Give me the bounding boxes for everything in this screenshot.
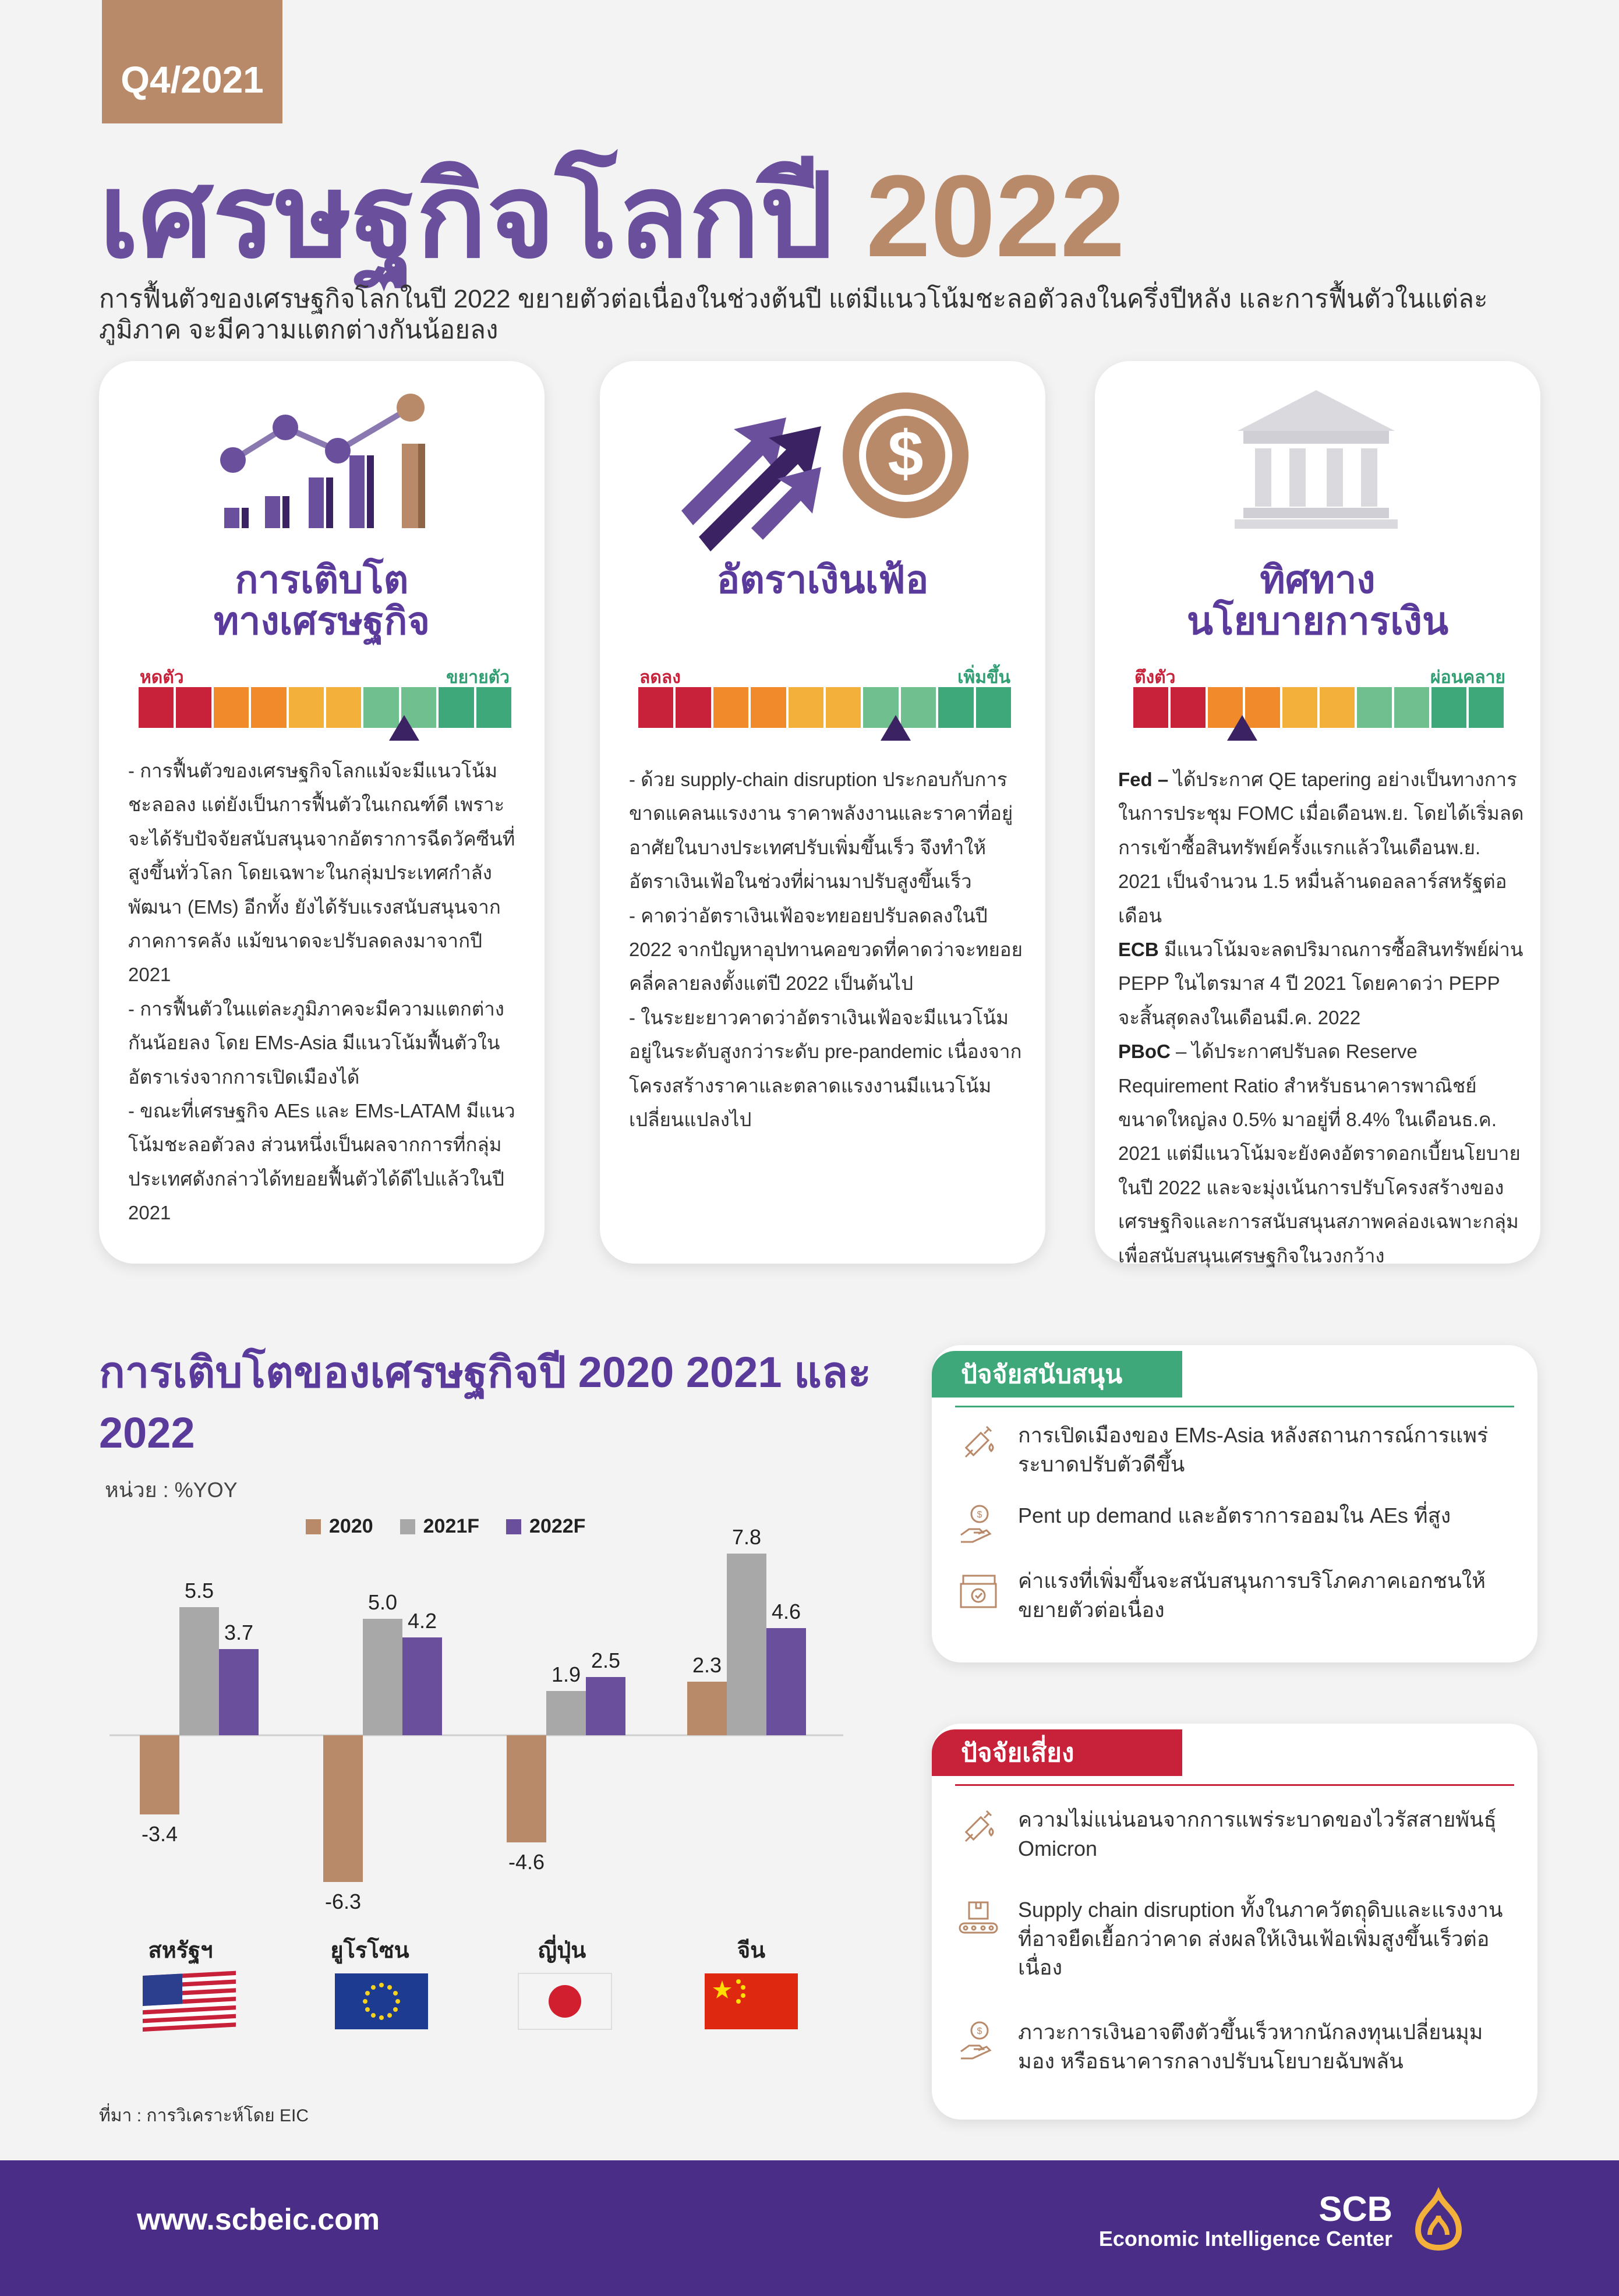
bar-2021f-2 (546, 1691, 586, 1735)
inflation-card (600, 361, 1045, 1264)
inflation-scale (638, 687, 1011, 728)
title-part1: เศรษฐกิจโลกปี (99, 151, 834, 281)
source-note: ที่มา : การวิเคราะห์โดย EIC (99, 2106, 309, 2125)
conveyor-box-icon (955, 1895, 1002, 1942)
vaccine-icon (955, 1805, 1002, 1852)
risk-factors-tag: ปัจจัยเสี่ยง (932, 1729, 1182, 1776)
legend-item-2021f: 2021F (400, 1515, 479, 1538)
scale-label-right: ผ่อนคลาย (1430, 668, 1505, 687)
risk-item-1 (955, 1805, 1514, 1863)
bar-2022f-2 (586, 1677, 625, 1735)
svg-text:$: $ (888, 418, 924, 490)
bar-value-label: 2.5 (591, 1648, 621, 1672)
support-item-3 (955, 1566, 1514, 1624)
growth-card-body: - การฟื้นตัวของเศรษฐกิจโลกแม้จะมีแนวโน้มชะลอลง แต่ยังเป็นการฟื้นตัวในเกณฑ์ดี เพราะจะได้รับปัจจัยสนับสนุนจากอัตราการฉีดวัคซีนที่สูงขึ้นทั่วโลก โดยเฉพาะในกลุ่มประเทศกำลังพัฒนา (EMs) อีกทั้ง ยังได้รับแรงสนับสนุนจากภาคการคลัง แม้ขนาดจะปรับลดลงมาจากปี 2021 - การฟื้นตัวในแต่ละภูมิภาคจะมีความแตกต่างกันน้อยลง โดย EMs-Asia มีแนวโน้มฟื้นตัวในอัตราเร่งจากการเปิดเมืองได้ - ขณะที่เศรษฐกิจ AEs และ EMs-LATAM มีแนวโน้มชะลอตัวลง ส่วนหนึ่งเป็นผลจากการที่กลุ่มประเทศดังกล่าวได้ทยอยฟื้นตัวได้ดีไปแล้วในปี 2021 (128, 760, 515, 1224)
risk-item-3-text: ภาวะการเงินอาจตึงตัวขึ้นเร็วหากนักลงทุนเปลี่ยนมุมมอง หรือธนาคารกลางปรับนโยบายฉับพลัน (1018, 2020, 1483, 2073)
bar-2021f-3 (727, 1554, 766, 1735)
china-flag-icon (705, 1971, 798, 2032)
risk-item-2 (955, 1895, 1514, 1982)
bar-value-label: 3.7 (224, 1621, 254, 1644)
chart-legend (306, 1515, 585, 1538)
bar-value-label: 7.8 (731, 1525, 762, 1549)
monetary-scale (1133, 687, 1504, 728)
cash-check-icon (955, 1566, 1002, 1613)
support-item-1-text: การเปิดเมืองของ EMs-Asia หลังสถานการณ์การแพร่ระบาดปรับตัวดีขึ้น (1018, 1423, 1489, 1476)
growth-scale (139, 687, 511, 728)
bar-2020-2 (507, 1735, 546, 1842)
brand-name: SCB (1318, 2189, 1392, 2228)
hand-coin-icon (955, 2018, 1002, 2064)
page-subtitle: การฟื้นตัวของเศรษฐกิจโลกในปี 2022 ขยายตัวต่อเนื่องในช่วงต้นปี แต่มีแนวโน้มชะลอตัวลงในครึ่งปีหลัง และการฟื้นตัวในแต่ละภูมิภาค จะมีความแตกต่างกันน้อยลง (99, 285, 1488, 344)
bar-value-label: -4.6 (508, 1850, 545, 1874)
eu-flag-icon (335, 1971, 428, 2032)
bar-value-label: 4.2 (407, 1609, 437, 1633)
bank-building-icon (1229, 384, 1404, 530)
scb-logo-icon (1406, 2189, 1470, 2253)
chart-unit: หน่วย : %YOY (105, 1478, 238, 1502)
bar-2020-0 (140, 1735, 179, 1814)
growth-scale-pointer (389, 715, 419, 741)
svg-text:$: $ (977, 1510, 982, 1520)
bar-2022f-3 (766, 1628, 806, 1735)
monetary-scale-pointer (1227, 715, 1257, 741)
hand-coin-icon (955, 1501, 1002, 1548)
title-year: 2022 (865, 151, 1125, 281)
chart-title: การเติบโตของเศรษฐกิจปี 2020 2021 และ 2022 (99, 1348, 871, 1457)
monetary-card-title: ทิศทาง นโยบายการเงิน (1186, 558, 1449, 643)
bar-2022f-1 (402, 1637, 442, 1735)
bar-value-label: 2.3 (692, 1653, 722, 1677)
monetary-policy-card (1095, 361, 1540, 1264)
scale-label-right: เพิ่มขึ้น (957, 668, 1010, 687)
bar-2020-1 (323, 1735, 363, 1882)
growth-card-title: การเติบโต ทางเศรษฐกิจ (213, 558, 430, 643)
legend-item-2020: 2020 (306, 1515, 373, 1538)
scale-label-left: ตึงตัว (1134, 668, 1176, 687)
risk-factors-box (932, 1724, 1537, 2120)
scale-label-left: หดตัว (140, 668, 184, 687)
bar-value-label: 1.9 (551, 1662, 581, 1686)
bar-value-label: 5.0 (367, 1590, 398, 1614)
country-label-eurozone: ยูโรโซน (330, 1938, 409, 1963)
legend-item-2022f: 2022F (506, 1515, 585, 1538)
bar-2021f-0 (179, 1607, 219, 1735)
page-title (99, 153, 1125, 281)
scale-label-right: ขยายตัว (446, 668, 510, 687)
support-factors-tag: ปัจจัยสนับสนุน (932, 1351, 1182, 1398)
ecb-paragraph: ECB มีแนวโน้มจะลดปริมาณการซื้อสินทรัพย์ผ่าน PEPP ในไตรมาส 4 ปี 2021 โดยคาดว่า PEPP จะสิ้นสุดลงในเดือนมี.ค. 2022 (1118, 939, 1523, 1028)
risk-divider (955, 1784, 1514, 1786)
inflation-card-title: อัตราเงินเฟ้อ (716, 558, 929, 601)
support-factors-box (932, 1345, 1537, 1662)
bar-2021f-1 (363, 1619, 402, 1735)
bar-value-label: -3.4 (141, 1822, 178, 1846)
bar-2020-3 (687, 1682, 727, 1735)
bar-2022f-0 (219, 1649, 259, 1735)
brand-subtitle: Economic Intelligence Center (1098, 2227, 1392, 2251)
inflation-card-body: - ด้วย supply-chain disruption ประกอบกับการขาดแคลนแรงงาน ราคาพลังงานและราคาที่อยู่อาศัยในบางประเทศปรับเพิ่มขึ้นเร็ว จึงทำให้อัตราเงินเฟ้อในช่วงที่ผ่านมาปรับสูงขึ้นเร็ว - คาดว่าอัตราเงินเฟ้อจะทยอยปรับลดลงในปี 2022 จากปัญหาอุปทานคอขวดที่คาดว่าจะทยอยคลี่คลายลงตั้งแต่ปี 2022 เป็นต้นไป - ในระยะยาวคาดว่าอัตราเงินเฟ้อจะมีแนวโน้มอยู่ในระดับสูงกว่าระดับ pre-pandemic เนื่องจากโครงสร้างราคาและตลาดแรงงานมีแนวโน้มเปลี่ยนแปลงไป (629, 769, 1023, 1131)
bar-value-label: -6.3 (324, 1890, 362, 1913)
svg-text:$: $ (977, 2026, 982, 2036)
monetary-card-body (1118, 763, 1526, 1273)
support-item-2-text: Pent up demand และอัตราการออมใน AEs ที่สูง (1018, 1503, 1451, 1527)
arrows-dollar-icon (676, 391, 978, 543)
pboc-paragraph: PBoC – ได้ประกาศปรับลด Reserve Requirement Ratio สำหรับธนาคารพาณิชย์ขนาดใหญ่ลง 0.5% มาอยู่ที่ 8.4% ในเดือนธ.ค. 2021 แต่มีแนวโน้มจะยังคงอัตราดอกเบี้ยนโยบายในปี 2022 และจะมุ่งเน้นการปรับโครงสร้างของเศรษฐกิจและการสนับสนุนสภาพคล่องเฉพาะกลุ่มเพื่อสนับสนุนเศรษฐกิจในวงกว้าง (1118, 1041, 1521, 1266)
vaccine-icon (955, 1421, 1002, 1467)
support-item-1 (955, 1421, 1514, 1478)
support-divider (955, 1406, 1514, 1407)
us-flag-icon (143, 1971, 236, 2032)
support-item-2 (955, 1501, 1514, 1548)
growth-chart-icon (215, 391, 448, 543)
growth-card (99, 361, 545, 1264)
japan-flag-icon (518, 1971, 611, 2032)
support-item-3-text: ค่าแรงที่เพิ่มขึ้นจะสนับสนุนการบริโภคภาคเอกชนให้ขยายตัวต่อเนื่อง (1018, 1569, 1486, 1622)
country-label-china: จีน (737, 1938, 766, 1963)
fed-paragraph: Fed – ได้ประกาศ QE tapering อย่างเป็นทางการในการประชุม FOMC เมื่อเดือนพ.ย. โดยได้เริ่มลดการเข้าซื้อสินทรัพย์ครั้งแรกแล้วในเดือนพ.ย. 2021 เป็นจำนวน 1.5 หมื่นล้านดอลลาร์สหรัฐต่อเดือน (1118, 769, 1524, 926)
inflation-scale-pointer (881, 715, 911, 741)
bar-value-label: 5.5 (184, 1579, 214, 1602)
scale-label-left: ลดลง (639, 668, 681, 687)
country-label-us: สหรัฐฯ (148, 1938, 213, 1963)
country-label-japan: ญี่ปุ่น (538, 1938, 586, 1963)
risk-item-1-text: ความไม่แน่นอนจากการแพร่ระบาดของไวรัสสายพันธุ์ Omicron (1018, 1807, 1497, 1860)
risk-item-3 (955, 2018, 1514, 2075)
bar-value-label: 4.6 (771, 1600, 801, 1623)
brand-block (1099, 2189, 1470, 2253)
quarter-tag: Q4/2021 (102, 0, 282, 123)
risk-item-2-text: Supply chain disruption ทั้งในภาควัตถุดิบและแรงงานที่อาจยืดเยื้อกว่าคาด ส่งผลให้เงินเฟ้อเพิ่มสูงขึ้นเร็วต่อเนื่อง (1018, 1898, 1503, 1980)
website-link[interactable]: www.scbeic.com (137, 2203, 380, 2237)
